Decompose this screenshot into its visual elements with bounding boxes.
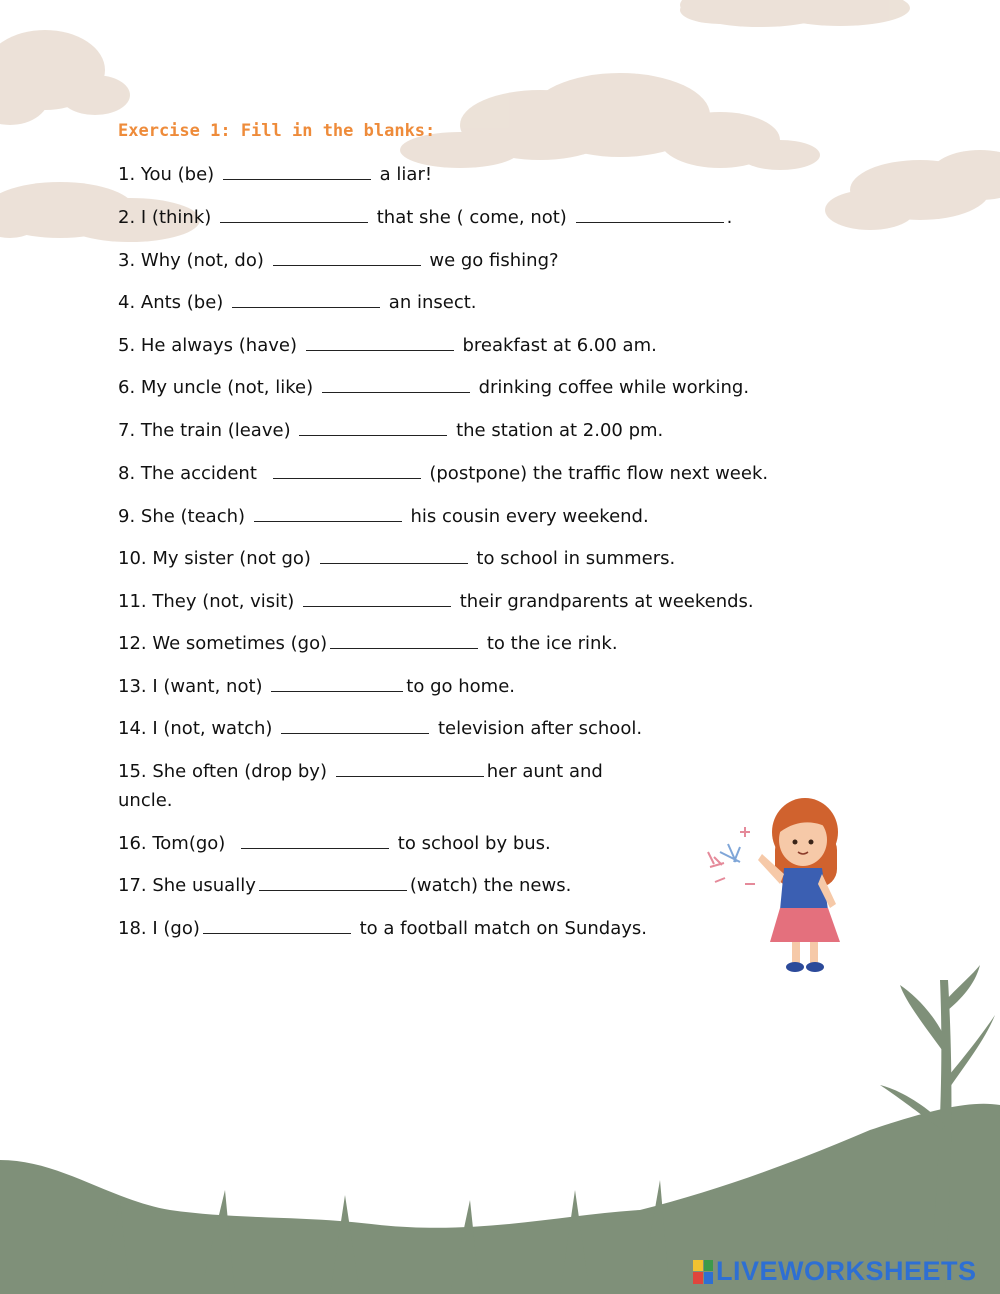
question-text: we go fishing? <box>429 250 559 271</box>
question-7 <box>118 416 663 445</box>
answer-blank[interactable] <box>203 915 351 934</box>
logo-text: LIVEWORKSHEETS <box>716 1256 977 1286</box>
answer-blank[interactable] <box>281 715 429 734</box>
question-text: breakfast at 6.00 am. <box>462 335 657 356</box>
liveworksheets-logo <box>693 1256 977 1287</box>
question-12 <box>118 629 618 658</box>
question-11 <box>118 587 754 616</box>
question-text: their grandparents at weekends. <box>459 591 754 612</box>
question-15 <box>118 757 618 815</box>
answer-blank[interactable] <box>330 630 478 649</box>
answer-blank[interactable] <box>259 872 407 891</box>
exercise-title: Exercise 1: Fill in the blanks: <box>118 121 436 141</box>
question-text: to go home. <box>406 676 515 697</box>
question-text: 10. My sister (not go) <box>118 548 311 569</box>
answer-blank[interactable] <box>273 247 421 266</box>
question-text: 3. Why (not, do) <box>118 250 264 271</box>
logo-badge-icon <box>693 1260 713 1284</box>
question-text: to school by bus. <box>397 833 551 854</box>
question-text: an insect. <box>388 292 477 313</box>
question-3 <box>118 246 559 275</box>
question-text: television after school. <box>437 718 643 739</box>
question-13 <box>118 672 515 701</box>
question-text: 14. I (not, watch) <box>118 718 273 739</box>
question-text: 11. They (not, visit) <box>118 591 295 612</box>
answer-blank[interactable] <box>336 758 484 777</box>
question-text: . <box>726 207 733 228</box>
question-text: 9. She (teach) <box>118 506 246 527</box>
question-text: drinking coffee while working. <box>478 377 750 398</box>
question-17 <box>118 871 571 900</box>
question-text: to the ice rink. <box>486 633 618 654</box>
answer-blank[interactable] <box>271 673 403 692</box>
question-text: 12. We sometimes (go) <box>118 633 328 654</box>
question-text: 15. She often (drop by) <box>118 761 327 782</box>
question-text: a liar! <box>379 164 433 185</box>
answer-blank[interactable] <box>220 204 368 223</box>
question-2 <box>118 203 732 232</box>
answer-blank[interactable] <box>241 830 389 849</box>
question-text: 2. I (think) <box>118 207 212 228</box>
question-text: (postpone) the traffic flow next week. <box>429 463 769 484</box>
girl-illustration <box>700 792 860 982</box>
question-text: 6. My uncle (not, like) <box>118 377 314 398</box>
question-10 <box>118 544 675 573</box>
answer-blank[interactable] <box>254 503 402 522</box>
question-text: to school in summers. <box>476 548 676 569</box>
question-text: to a football match on Sundays. <box>359 918 647 939</box>
question-text: his cousin every weekend. <box>410 506 649 527</box>
question-text: 7. The train (leave) <box>118 420 291 441</box>
question-text: 8. The accident <box>118 463 257 484</box>
grass-decoration <box>0 965 1000 1294</box>
question-text: 5. He always (have) <box>118 335 297 356</box>
question-6 <box>118 373 749 402</box>
answer-blank[interactable] <box>306 332 454 351</box>
answer-blank[interactable] <box>299 417 447 436</box>
answer-blank[interactable] <box>273 460 421 479</box>
question-16 <box>118 829 551 858</box>
question-9 <box>118 502 649 531</box>
answer-blank[interactable] <box>303 588 451 607</box>
question-5 <box>118 331 657 360</box>
answer-blank[interactable] <box>576 204 724 223</box>
answer-blank[interactable] <box>320 545 468 564</box>
question-18 <box>118 914 647 943</box>
question-text: her aunt and uncle. <box>118 761 603 811</box>
sparkle-icon <box>708 827 755 884</box>
question-text: 17. She usually <box>118 875 256 896</box>
question-text: 4. Ants (be) <box>118 292 224 313</box>
question-8 <box>118 459 768 488</box>
question-text: that she ( come, not) <box>376 207 567 228</box>
question-4 <box>118 288 477 317</box>
answer-blank[interactable] <box>223 161 371 180</box>
question-text: (watch) the news. <box>409 875 572 896</box>
question-14 <box>118 714 642 743</box>
question-text: 16. Tom(go) <box>118 833 226 854</box>
question-text: 1. You (be) <box>118 164 215 185</box>
answer-blank[interactable] <box>322 374 470 393</box>
question-1 <box>118 160 432 189</box>
question-text: 13. I (want, not) <box>118 676 263 697</box>
answer-blank[interactable] <box>232 289 380 308</box>
question-text: the station at 2.00 pm. <box>456 420 664 441</box>
question-text: 18. I (go) <box>118 918 200 939</box>
